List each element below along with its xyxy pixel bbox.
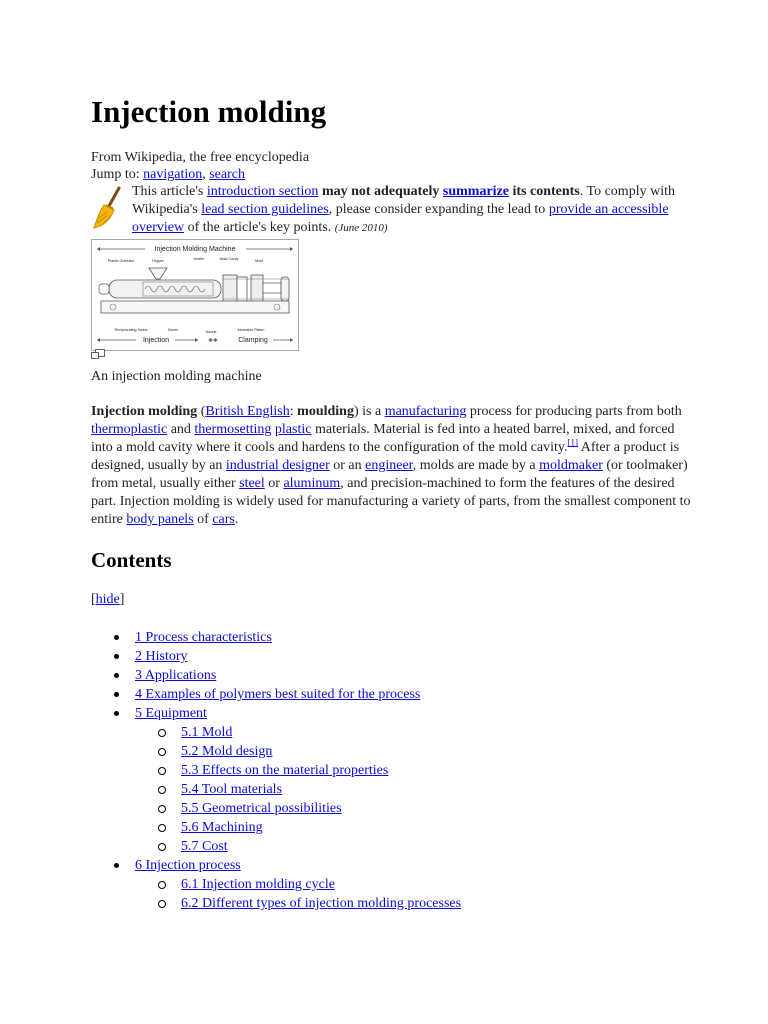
- intro-text: or an: [329, 458, 366, 473]
- accessible-overview-link[interactable]: provide an accessible overview: [132, 202, 669, 235]
- toc-link[interactable]: 5.2 Mold design: [181, 744, 273, 759]
- bullet-icon: [158, 729, 166, 737]
- toc-item: [91, 628, 461, 647]
- toc-item: [91, 647, 461, 666]
- thermosetting-link[interactable]: thermosetting: [194, 422, 272, 437]
- search-link[interactable]: search: [209, 167, 245, 182]
- toc-link[interactable]: 4 Examples of polymers best suited for the process: [135, 687, 421, 702]
- intro-text: After a product is designed, usually by an: [91, 440, 680, 473]
- diagram-title: Injection Molding Machine: [154, 246, 236, 253]
- injection-machine-diagram[interactable]: [91, 239, 299, 351]
- navigation-link[interactable]: navigation: [143, 167, 203, 182]
- manufacturing-link[interactable]: manufacturing: [384, 404, 467, 419]
- body-panels-link[interactable]: body panels: [126, 512, 194, 527]
- toc-item: [91, 856, 461, 875]
- toc-bracket: [: [91, 592, 96, 607]
- label-heater: Heater: [193, 257, 205, 261]
- figure-caption: An injection molding machine: [91, 369, 262, 384]
- label-barrel: Barrel: [168, 328, 178, 332]
- intro-text: or: [264, 476, 284, 491]
- bullet-icon: [158, 805, 166, 813]
- bullet-icon: [158, 748, 166, 756]
- label-moveable-platen: Moveable Platen: [237, 328, 265, 332]
- notice-bold-text: its contents: [508, 184, 580, 199]
- notice-text: of the article's key points.: [184, 220, 335, 235]
- toc-bracket: ]: [119, 592, 125, 607]
- cars-link[interactable]: cars: [212, 512, 235, 527]
- engineer-link[interactable]: engineer: [365, 458, 413, 473]
- toc-link[interactable]: 5 Equipment: [135, 706, 207, 721]
- notice-text: , please consider expanding the lead to: [328, 202, 549, 217]
- toc-link[interactable]: 5.5 Geometrical possibilities: [181, 801, 342, 816]
- intro-text: , and precision-machined to form the features of the desired part. Injection molding is widely used for manufacturing a variety of parts, from the smallest component to entire: [91, 476, 691, 527]
- industrial-designer-link[interactable]: industrial designer: [225, 458, 330, 473]
- moldmaker-link[interactable]: moldmaker: [539, 458, 603, 473]
- toc-link[interactable]: 1 Process characteristics: [135, 630, 272, 645]
- cleanup-notice: [132, 183, 692, 237]
- bullet-icon: [158, 881, 166, 889]
- jump-comma: ,: [202, 167, 206, 182]
- lead-section-guidelines-link[interactable]: lead section guidelines: [201, 202, 329, 217]
- steel-link[interactable]: steel: [239, 476, 265, 491]
- bullet-icon: [114, 654, 119, 659]
- label-hopper: Hopper: [152, 259, 164, 263]
- site-subtitle: From Wikipedia, the free encyclopedia: [91, 150, 310, 165]
- jump-to-label: Jump to:: [91, 167, 140, 182]
- contents-heading: Contents: [91, 548, 172, 572]
- intro-bold-term: moulding: [297, 404, 354, 419]
- section-injection: Injection: [142, 337, 170, 344]
- aluminum-link[interactable]: aluminum: [283, 476, 341, 491]
- toc-item: [91, 761, 461, 780]
- intro-text: and: [167, 422, 195, 437]
- toc-link[interactable]: 6 Injection process: [135, 858, 241, 873]
- intro-text: ) is a: [353, 404, 385, 419]
- toc-item: [91, 704, 461, 723]
- intro-text: .: [234, 512, 239, 527]
- toc-item: [91, 742, 461, 761]
- label-nozzle: Nozzle: [205, 330, 217, 334]
- broom-icon: [92, 186, 124, 230]
- toc-item: [91, 666, 461, 685]
- jump-to-bar: [91, 166, 245, 184]
- toc-item: [91, 837, 461, 856]
- toc-item: [91, 818, 461, 837]
- intro-text: (: [197, 404, 206, 419]
- label-plastic-granules: Plastic Granules: [107, 259, 135, 263]
- toc-link[interactable]: 5.1 Mold: [181, 725, 233, 740]
- bullet-icon: [114, 863, 119, 868]
- toc-link[interactable]: 5.6 Machining: [181, 820, 263, 835]
- british-english-link[interactable]: British English: [205, 404, 290, 419]
- table-of-contents: [91, 628, 461, 913]
- toc-item: [91, 894, 461, 913]
- bullet-icon: [114, 673, 119, 678]
- toc-link[interactable]: 6.1 Injection molding cycle: [181, 877, 335, 892]
- thermoplastic-link[interactable]: thermoplastic: [91, 422, 168, 437]
- bullet-icon: [158, 767, 166, 775]
- bullet-icon: [114, 635, 119, 640]
- reference-link[interactable]: [1]: [567, 437, 579, 448]
- intro-text: process for producing parts from both: [466, 404, 682, 419]
- bullet-icon: [114, 692, 119, 697]
- toc-link[interactable]: 5.4 Tool materials: [181, 782, 283, 797]
- bullet-icon: [114, 711, 119, 716]
- toc-item: [91, 799, 461, 818]
- enlarge-icon[interactable]: [91, 349, 105, 359]
- toc-link[interactable]: 2 History: [135, 649, 188, 664]
- toc-item: [91, 875, 461, 894]
- label-reciprocating-screw: Reciprocating Screw: [114, 328, 148, 332]
- bullet-icon: [158, 843, 166, 851]
- notice-bold-text: may not adequately: [318, 184, 443, 199]
- toc-item: [91, 780, 461, 799]
- intro-bold-term: Injection molding: [91, 404, 198, 419]
- toc-link[interactable]: 3 Applications: [135, 668, 217, 683]
- plastic-link[interactable]: plastic: [274, 422, 312, 437]
- page-title: Injection molding: [91, 94, 327, 129]
- notice-text: . To comply with Wikipedia's: [132, 184, 675, 217]
- bullet-icon: [158, 824, 166, 832]
- intro-text: materials. Material is fed into a heated barrel, mixed, and forced into a mold cavity where it cools and hardens to the configuration of the mold cavity.: [91, 422, 675, 455]
- intro-text: (or toolmaker) from metal, usually either: [91, 458, 688, 491]
- section-clamping: Clamping: [238, 337, 268, 344]
- hide-toc-link[interactable]: hide: [95, 592, 120, 607]
- intro-paragraph: [91, 403, 691, 529]
- toc-toggle: [91, 591, 124, 609]
- toc-link[interactable]: 5.3 Effects on the material properties: [181, 763, 389, 778]
- intro-text: , molds are made by a: [412, 458, 540, 473]
- label-mold: Mold: [255, 259, 263, 263]
- bullet-icon: [158, 900, 166, 908]
- toc-item: [91, 685, 461, 704]
- bullet-icon: [158, 786, 166, 794]
- introduction-section-link[interactable]: introduction section: [206, 184, 319, 199]
- intro-text: of: [193, 512, 213, 527]
- label-mold-cavity: Mold Cavity: [219, 257, 239, 261]
- summarize-link[interactable]: summarize: [442, 184, 509, 199]
- notice-text: This article's: [132, 184, 207, 199]
- toc-link[interactable]: 5.7 Cost: [181, 839, 228, 854]
- intro-text: :: [289, 404, 298, 419]
- notice-date: (June 2010): [334, 222, 388, 234]
- toc-link[interactable]: 6.2 Different types of injection molding processes: [181, 896, 462, 911]
- toc-item: [91, 723, 461, 742]
